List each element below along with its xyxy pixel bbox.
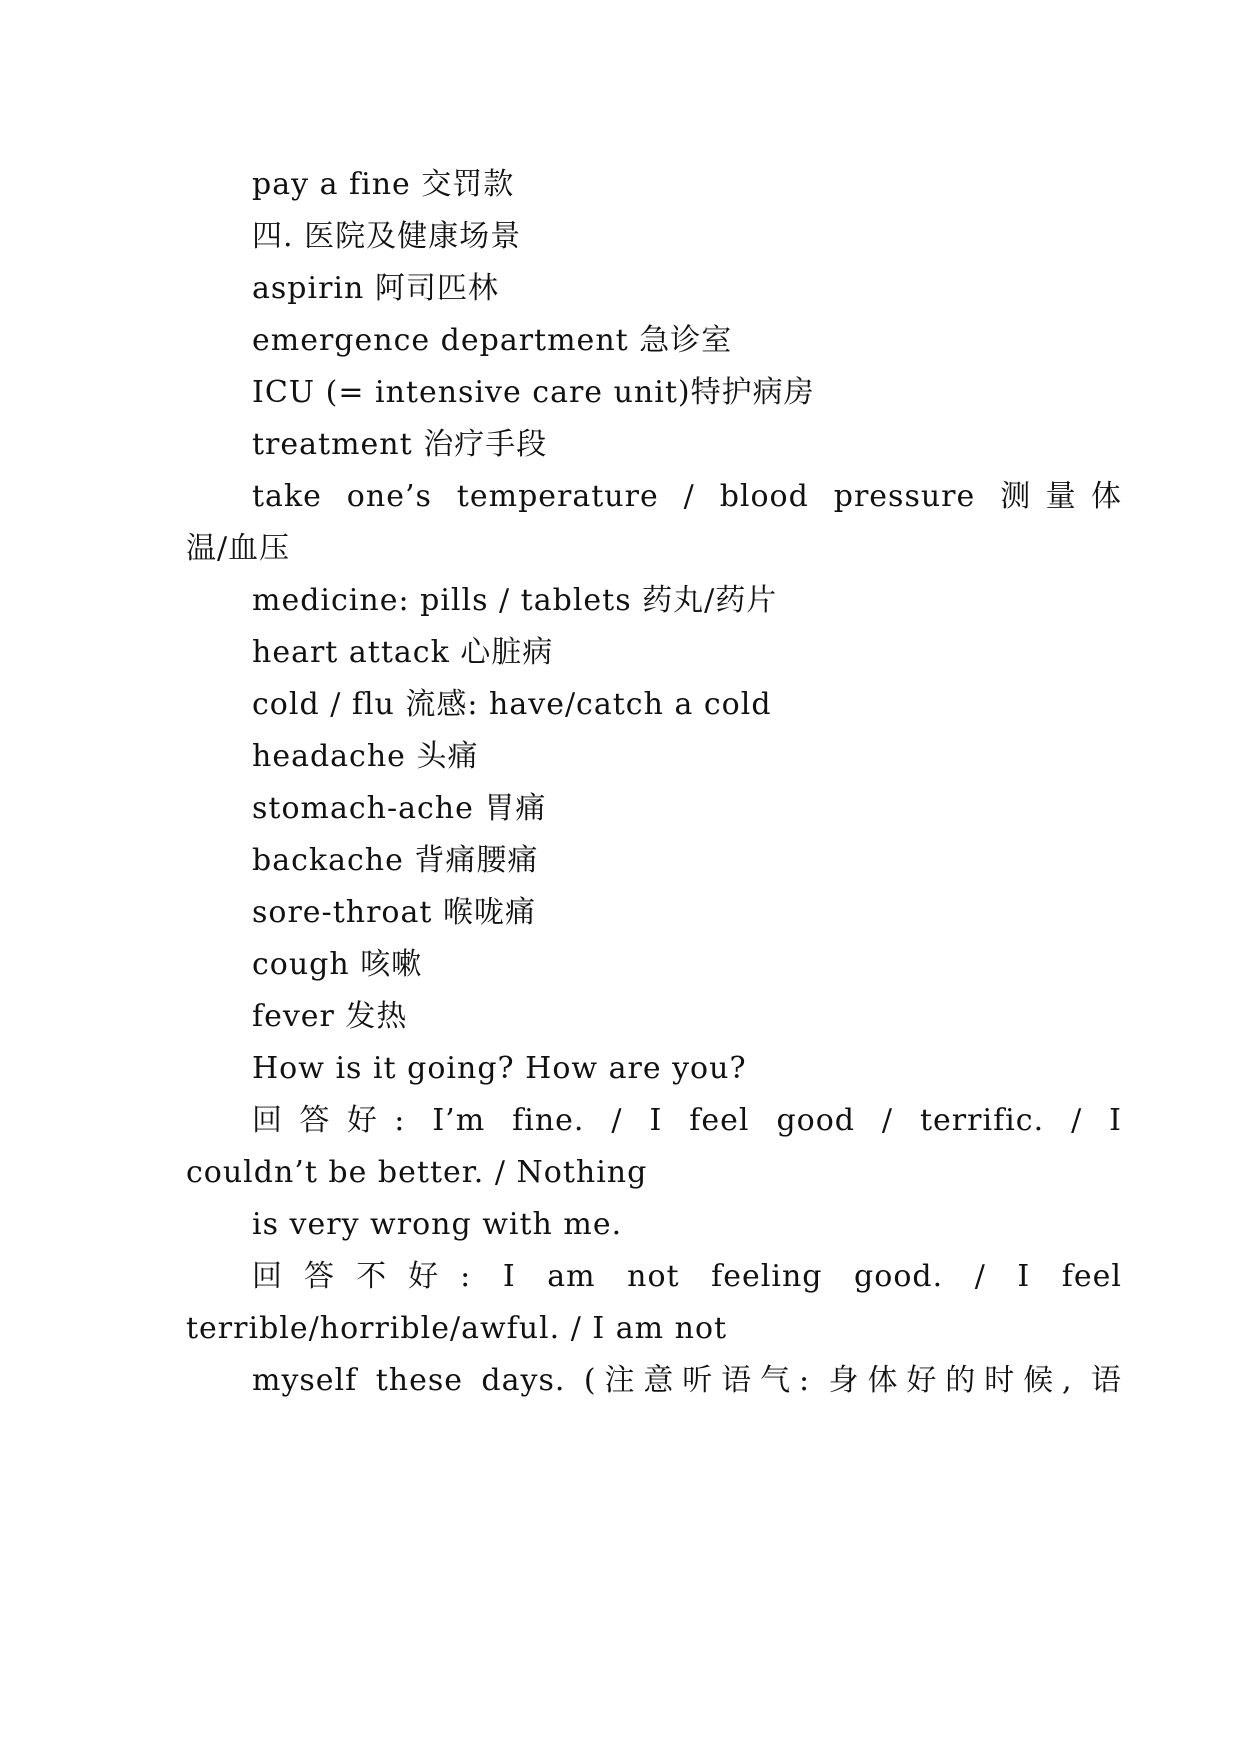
text-line: myself these days. (注意听语气: 身体好的时候, 语	[252, 1363, 1122, 1398]
text-line: cold / flu 流感: have/catch a cold	[252, 687, 772, 722]
text-line: pay a fine 交罚款	[252, 167, 515, 202]
text-line: aspirin 阿司匹林	[252, 271, 499, 306]
section-heading: 四. 医院及健康场景	[252, 219, 522, 254]
text-line: 温/血压	[186, 531, 291, 566]
text-line: treatment 治疗手段	[252, 427, 548, 462]
text-line: is very wrong with me.	[252, 1207, 623, 1242]
text-line: terrible/horrible/awful. / I am not	[186, 1311, 728, 1346]
text-line: 回答不好: I am not feeling good. / I feel	[252, 1259, 1122, 1294]
text-line: couldn’t be better. / Nothing	[186, 1155, 648, 1190]
text-line: headache 头痛	[252, 739, 479, 774]
text-line: How is it going? How are you?	[252, 1051, 747, 1086]
text-line: heart attack 心脏病	[252, 635, 554, 670]
text-line: fever 发热	[252, 999, 408, 1034]
text-line: emergence department 急诊室	[252, 323, 733, 358]
text-line: stomach-ache 胃痛	[252, 791, 547, 826]
text-line: cough 咳嗽	[252, 947, 423, 982]
text-line: medicine: pills / tablets 药丸/药片	[252, 583, 778, 618]
text-line: take one’s temperature / blood pressure 测量体	[252, 479, 1122, 514]
text-line: sore-throat 喉咙痛	[252, 895, 536, 930]
text-line: ICU (= intensive care unit)特护病房	[252, 375, 815, 410]
text-line: backache 背痛腰痛	[252, 843, 539, 878]
text-line: 回答好: I’m fine. / I feel good / terrific. / I	[252, 1103, 1122, 1138]
